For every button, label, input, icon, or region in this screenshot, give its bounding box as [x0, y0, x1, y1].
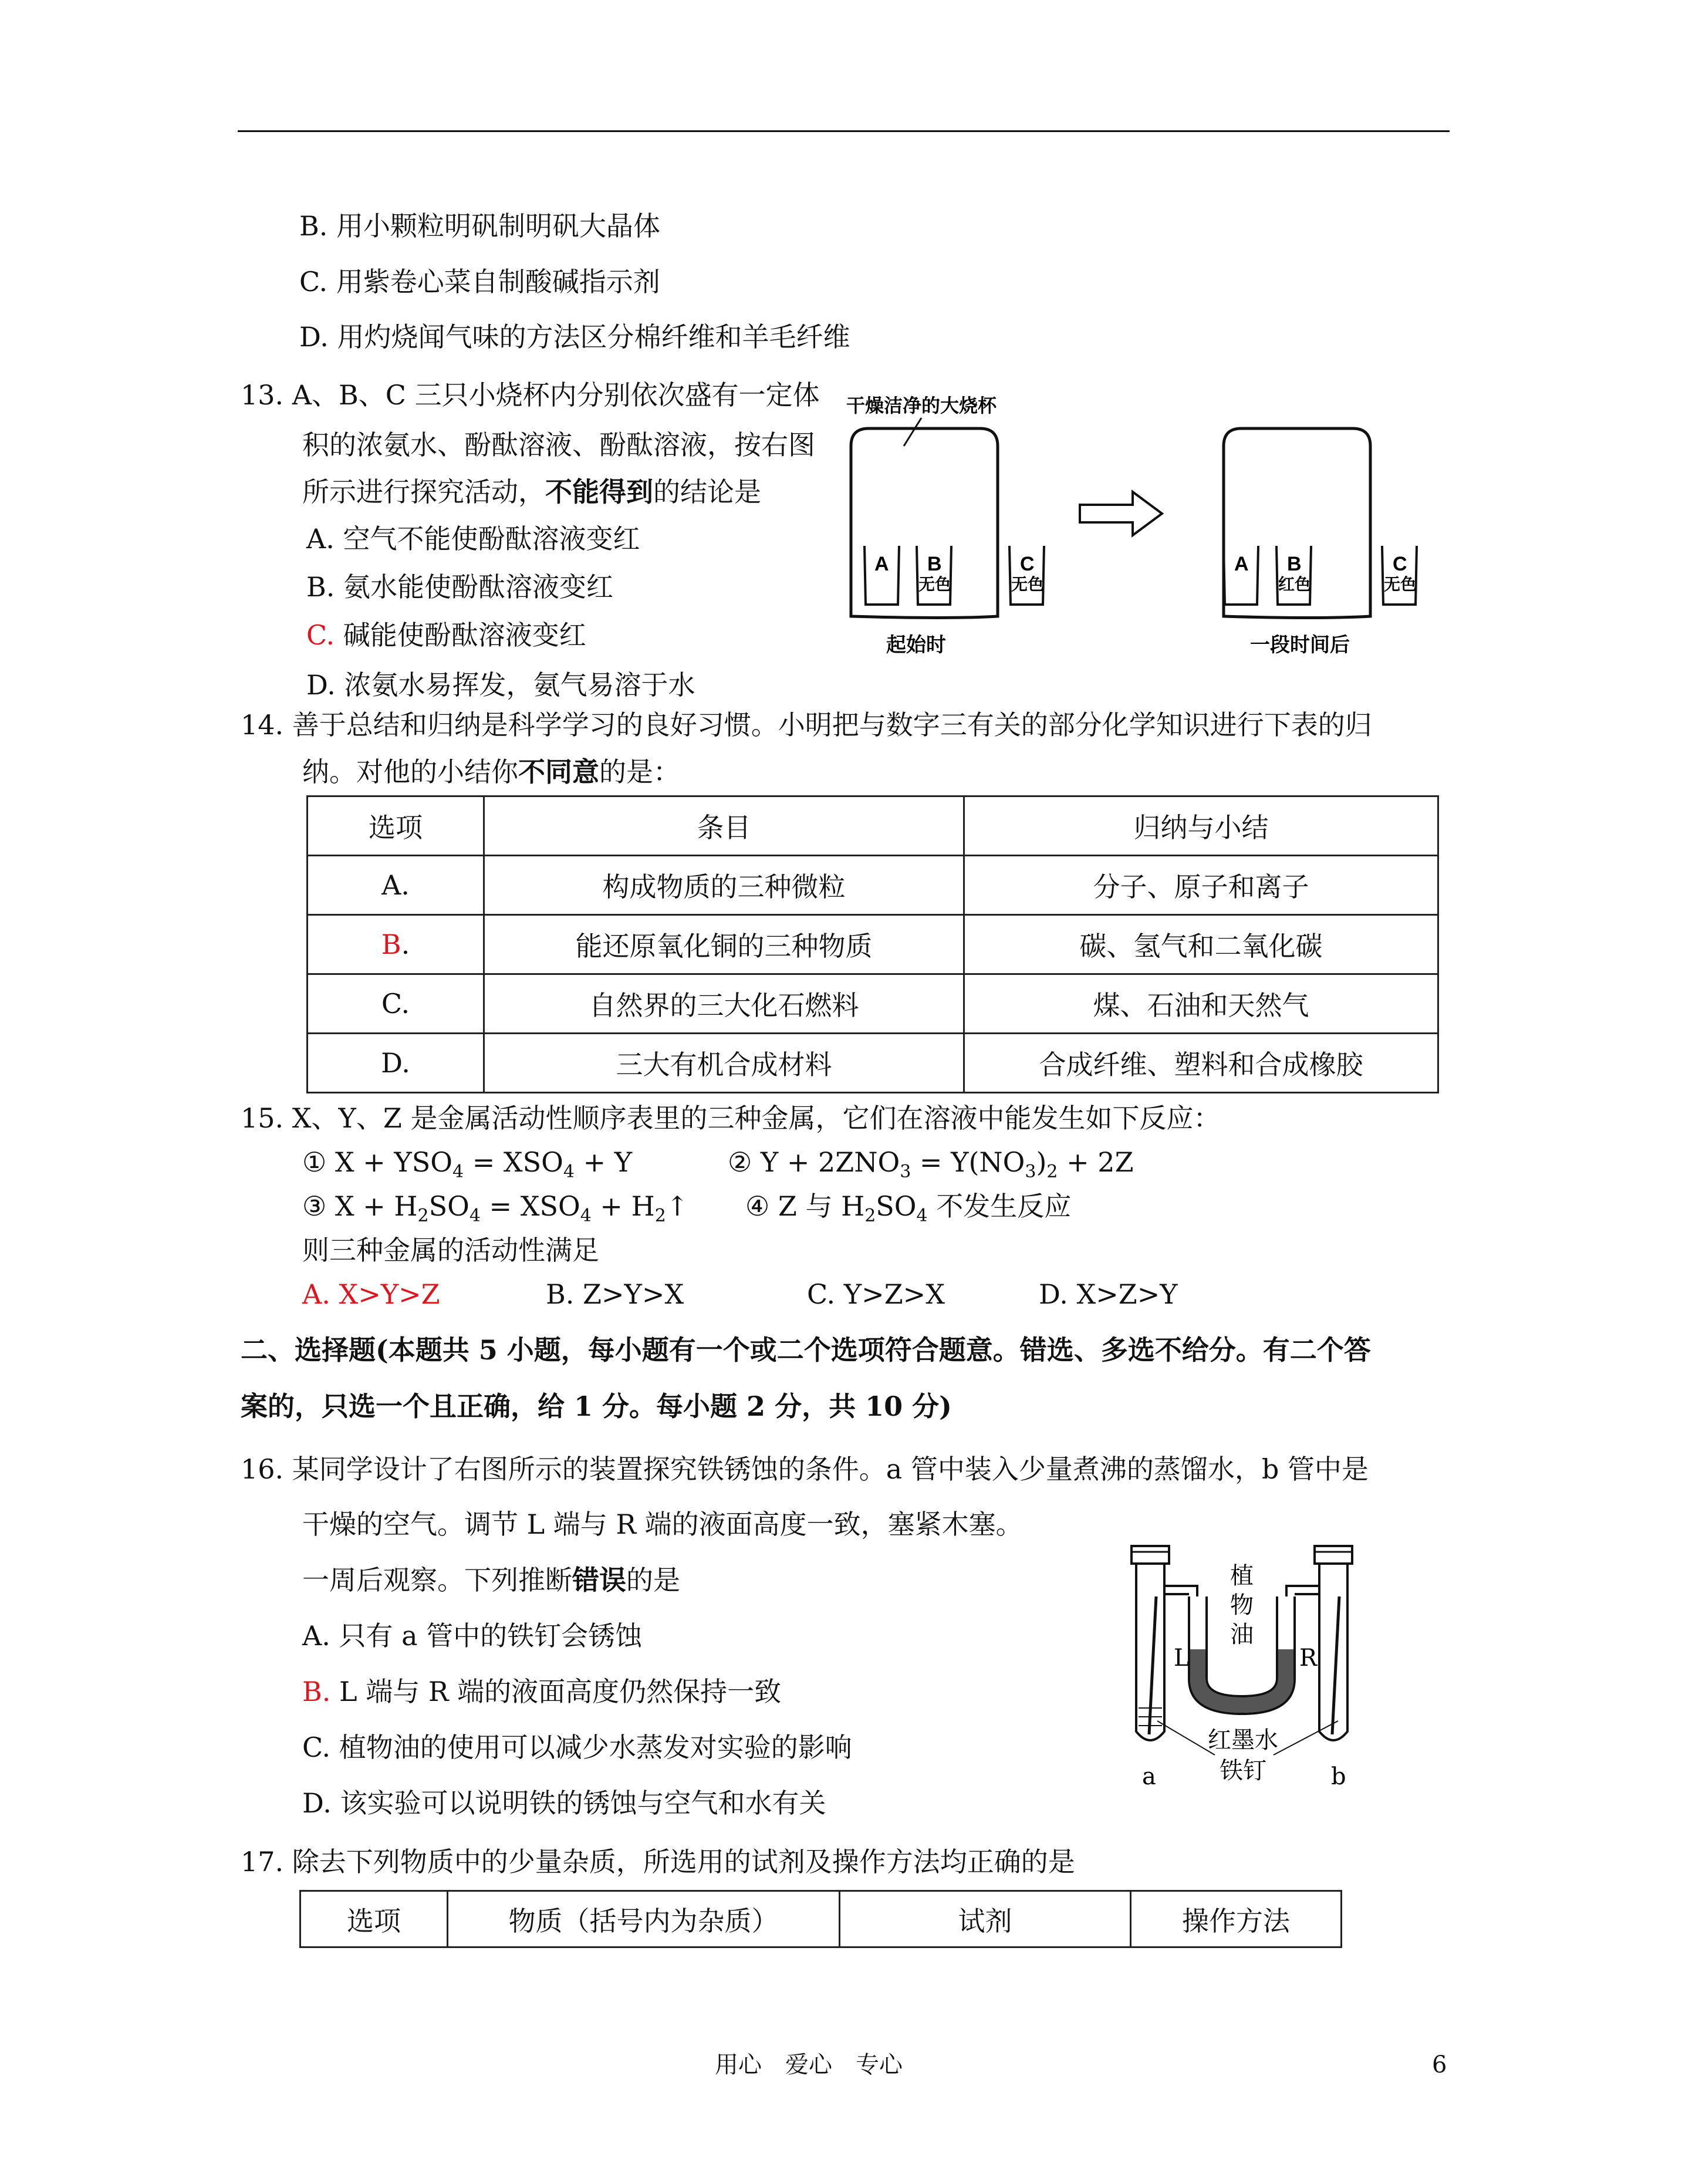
table-cell-option: D. [308, 1034, 484, 1093]
table-cell-option: A. [308, 856, 484, 915]
page-number: 6 [1432, 2051, 1447, 2078]
q13-option-d: D. 浓氨水易挥发，氨气易溶于水 [306, 669, 695, 701]
q14-answer-letter: B [381, 929, 401, 960]
q15-reaction-2: ② $Y + 2ZNO_3 = Y(NO_3)_2 + 2Z$ [728, 1146, 1134, 1183]
q12-option-b: B. 用小颗粒明矾制明矾大晶体 [299, 210, 661, 242]
table-header-cell: 选项 [308, 796, 484, 856]
footer-motto: 用心 爱心 专心 [715, 2051, 903, 2078]
q15-option-d: D. X>Z>Y [1039, 1278, 1178, 1310]
q12-option-d: D. 用灼烧闻气味的方法区分棉纤维和羊毛纤维 [299, 321, 850, 353]
table-header-cell: 归纳与小结 [964, 796, 1438, 856]
table-row [308, 915, 1438, 974]
oil-label-3: 油 [1230, 1621, 1254, 1648]
q13-stem-line1: 13. A、B、C 三只小烧杯内分别依次盛有一定体 [241, 379, 820, 411]
label-r: R [1299, 1645, 1318, 1672]
q13-option-b: B. 氨水能使酚酞溶液变红 [306, 571, 614, 603]
q13-stem-text: 所示进行探究活动， [302, 476, 545, 508]
q15-option-c: C. Y>Z>X [807, 1278, 945, 1310]
big-beaker-label: 干燥洁净的大烧杯 [846, 395, 997, 416]
beaker-b-content-after: 红色 [1278, 575, 1312, 593]
q16-option-c: C. 植物油的使用可以减少水蒸发对实验的影响 [302, 1731, 852, 1763]
q16-stem-tail: 的是 [626, 1564, 680, 1596]
beaker-b-label-start: B [927, 553, 942, 575]
q14-stem-tail: 的是： [599, 756, 680, 788]
stopper-b [1315, 1546, 1352, 1564]
q15-reaction-4: ④ Z 与 $H_2SO_4$ 不发生反应 [745, 1190, 1072, 1227]
q16-stem-text: 一周后观察。下列推断 [302, 1564, 572, 1596]
oil-label-1: 植 [1230, 1562, 1254, 1589]
beaker-b-label-after: B [1287, 553, 1302, 575]
q17-table [299, 1890, 1342, 1948]
q14-emphasis: 不同意 [518, 756, 599, 788]
table-header-cell: 试剂 [840, 1891, 1131, 1947]
beaker-b-content-start: 无色 [918, 575, 952, 593]
arrow-icon [1080, 492, 1162, 535]
q14-stem-line2 [302, 754, 680, 789]
table-cell-option: B. [308, 915, 484, 974]
table-cell-summary: 合成纤维、塑料和合成橡胶 [964, 1034, 1438, 1093]
nail-b [1332, 1596, 1339, 1734]
after-caption: 一段时间后 [1250, 634, 1350, 656]
q17-stem: 17. 除去下列物质中的少量杂质，所选用的试剂及操作方法均正确的是 [241, 1846, 1075, 1878]
section-2-heading-line1: 二、选择题(本题共 5 小题，每小题有一个或二个选项符合题意。错选、多选不给分。有二个答 [241, 1334, 1371, 1366]
table-header-cell: 条目 [484, 796, 964, 856]
table-cell-summary: 碳、氢气和二氧化碳 [964, 915, 1438, 974]
q13-stem-line3 [302, 474, 761, 509]
q15-reaction-3: ③ $X + H_2SO_4 = XSO_4$ + $H_2↑$ [302, 1190, 689, 1227]
beaker-c-label-start: C [1020, 553, 1035, 575]
q15-option-b: B. Z>Y>X [546, 1278, 684, 1310]
q16-option-b-text: L 端与 R 端的液面高度仍然保持一致 [330, 1676, 782, 1707]
nail-label: 铁钉 [1220, 1757, 1266, 1784]
q13-emphasis: 不能得到 [545, 476, 653, 508]
q14-table [306, 795, 1439, 1093]
table-cell-option: C. [308, 974, 484, 1034]
connector-left [1164, 1586, 1197, 1596]
table-cell-item: 自然界的三大化石燃料 [484, 974, 964, 1034]
ink-label: 红墨水 [1208, 1727, 1278, 1754]
q16-option-b [302, 1674, 781, 1709]
beaker-c-content-after: 无色 [1384, 575, 1417, 593]
q16-stem-line1: 16. 某同学设计了右图所示的装置探究铁锈蚀的条件。a 管中装入少量煮沸的蒸馏水，b 管中是 [241, 1453, 1369, 1485]
beaker-a-label-after: A [1234, 553, 1249, 575]
q13-stem-tail: 的结论是 [653, 476, 761, 508]
section-2-heading-line2: 案的，只选一个且正确，给 1 分。每小题 2 分，共 10 分) [241, 1390, 952, 1422]
q13-answer-letter: C. [306, 619, 335, 651]
connector-right [1286, 1586, 1319, 1596]
beaker-a-label-start: A [874, 553, 889, 575]
table-cell-item: 三大有机合成材料 [484, 1034, 964, 1093]
nail-a [1149, 1596, 1156, 1734]
q16-answer-letter: B. [302, 1676, 331, 1707]
beaker-c-content-start: 无色 [1011, 575, 1045, 593]
q16-rust-apparatus-diagram [1115, 1538, 1373, 1802]
q15-stem: 15. X、Y、Z 是金属活动性顺序表里的三种金属，它们在溶液中能发生如下反应： [241, 1102, 1221, 1134]
table-row [308, 1034, 1438, 1093]
q16-option-d: D. 该实验可以说明铁的锈蚀与空气和水有关 [302, 1787, 826, 1819]
stopper-a [1131, 1546, 1169, 1564]
q13-option-a: A. 空气不能使酚酞溶液变红 [306, 523, 640, 555]
table-cell-item: 能还原氧化铜的三种物质 [484, 915, 964, 974]
beaker-c-label-after: C [1393, 553, 1407, 575]
table-row [308, 856, 1438, 915]
tube-b-label: b [1331, 1763, 1346, 1790]
q13-beaker-diagram [833, 387, 1455, 669]
q15-reaction-1: ① $X + YSO_4 = XSO_4 + Y$ [302, 1146, 633, 1183]
table-header-cell: 操作方法 [1131, 1891, 1342, 1947]
q16-stem-line2: 干燥的空气。调节 L 端与 R 端的液面高度一致，塞紧木塞。 [302, 1508, 1023, 1540]
q13-option-c-text: 碱能使酚酞溶液变红 [335, 619, 586, 651]
q14-stem-line1: 14. 善于总结和归纳是科学学习的良好习惯。小明把与数字三有关的部分化学知识进行下表的归 [241, 709, 1372, 741]
table-cell-summary: 煤、石油和天然气 [964, 974, 1438, 1034]
table-header-cell: 选项 [300, 1891, 448, 1947]
q16-stem-line3 [302, 1562, 680, 1598]
q13-stem-line2: 积的浓氨水、酚酞溶液、酚酞溶液，按右图 [302, 429, 815, 461]
q14-stem-text: 纳。对他的小结你 [302, 756, 518, 788]
table-cell-item: 构成物质的三种微粒 [484, 856, 964, 915]
q12-option-c: C. 用紫卷心菜自制酸碱指示剂 [299, 266, 660, 298]
table-row [308, 974, 1438, 1034]
header-rule [238, 130, 1450, 132]
q16-emphasis: 错误 [572, 1564, 626, 1596]
oil-label-2: 物 [1230, 1592, 1254, 1619]
q13-option-c [306, 617, 586, 653]
table-cell-summary: 分子、原子和离子 [964, 856, 1438, 915]
q15-then: 则三种金属的活动性满足 [302, 1234, 599, 1266]
table-header-row [308, 796, 1438, 856]
table-header-cell: 物质（括号内为杂质） [448, 1891, 840, 1947]
tube-a-label: a [1142, 1763, 1156, 1790]
table-header-row [300, 1891, 1342, 1947]
big-beaker-pointer [904, 418, 921, 446]
label-l: L [1174, 1645, 1190, 1672]
q15-option-a: A. X>Y>Z [302, 1278, 440, 1310]
start-caption: 起始时 [886, 634, 946, 656]
q16-option-a: A. 只有 a 管中的铁钉会锈蚀 [302, 1620, 643, 1652]
